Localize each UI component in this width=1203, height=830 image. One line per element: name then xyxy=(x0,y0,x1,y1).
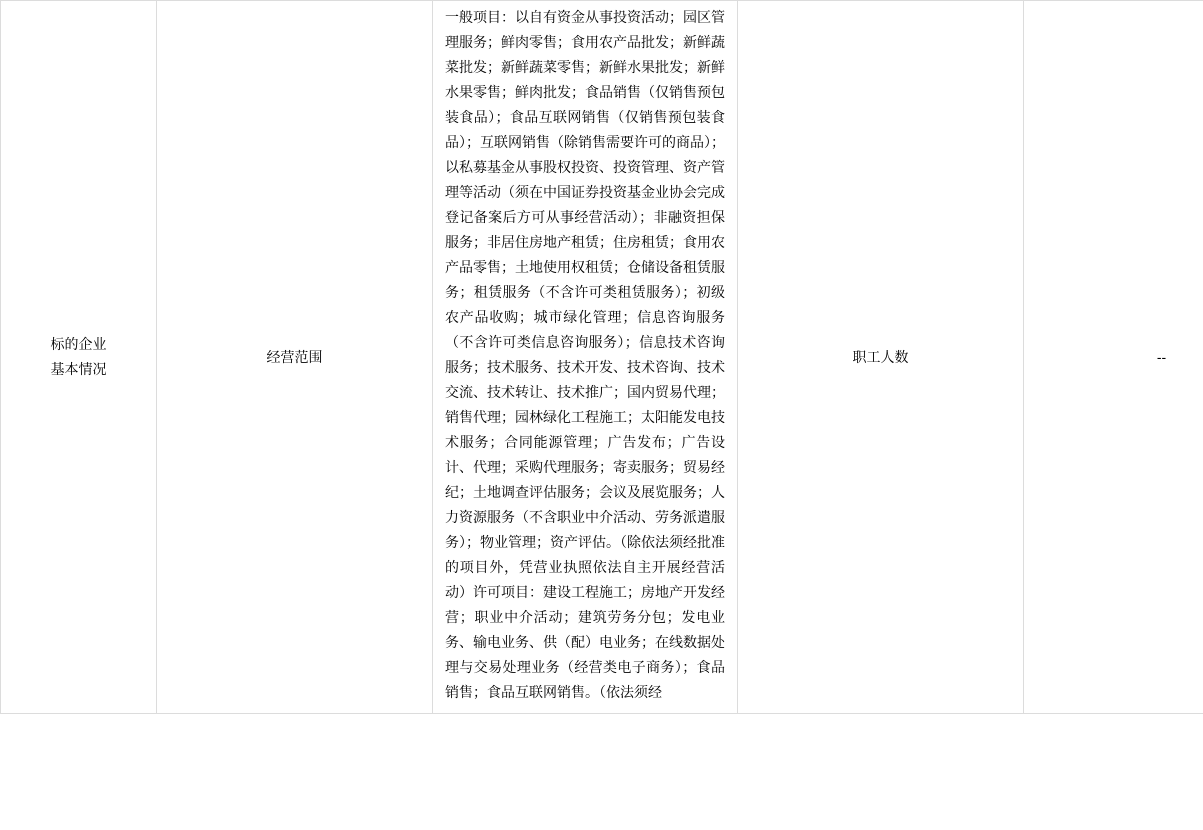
field-name-business-scope: 经营范围 xyxy=(157,1,433,714)
row-label-cell xyxy=(1,1,157,714)
field-value-employee-count: -- xyxy=(1024,1,1203,714)
row-label-line-1: 标的企业 xyxy=(50,336,107,352)
table-row xyxy=(1,1,1203,714)
field-name-employee-count: 职工人数 xyxy=(738,1,1024,714)
row-label-line-2: 基本情况 xyxy=(50,361,107,377)
business-scope-text: 一般项目：以自有资金从事投资活动；园区管理服务；鲜肉零售；食用农产品批发；新鲜蔬菜批发；新鲜蔬菜零售；新鲜水果批发；新鲜水果零售；鲜肉批发；食品销售（仅销售预包装食品）；食品互联网销售（仅销售预包装食品）；互联网销售（除销售需要许可的商品）；以私募基金从事股权投资、投资管理、资产管理等活动（须在中国证券投资基金业协会完成登记备案后方可从事经营活动）；非融资担保服务；非居住房地产租赁；住房租赁；食用农产品零售；土地使用权租赁；仓储设备租赁服务；租赁服务（不含许可类租赁服务）；初级农产品收购；城市绿化管理；信息咨询服务（不含许可类信息咨询服务）；信息技术咨询服务；技术服务、技术开发、技术咨询、技术交流、技术转让、技术推广；国内贸易代理；销售代理；园林绿化工程施工；太阳能发电技术服务；合同能源管理；广告发布；广告设计、代理；采购代理服务；寄卖服务；贸易经纪；土地调查评估服务；会议及展览服务；人力资源服务（不含职业中介活动、劳务派遣服务）；物业管理；资产评估。（除依法须经批准的项目外，凭营业执照依法自主开展经营活动）许可项目：建设工程施工；房地产开发经营；职业中介活动；建筑劳务分包；发电业务、输电业务、供（配）电业务；在线数据处理与交易处理业务（经营类电子商务）；食品销售；食品互联网销售。（依法须经 xyxy=(445,9,725,700)
field-value-business-scope xyxy=(433,1,738,714)
